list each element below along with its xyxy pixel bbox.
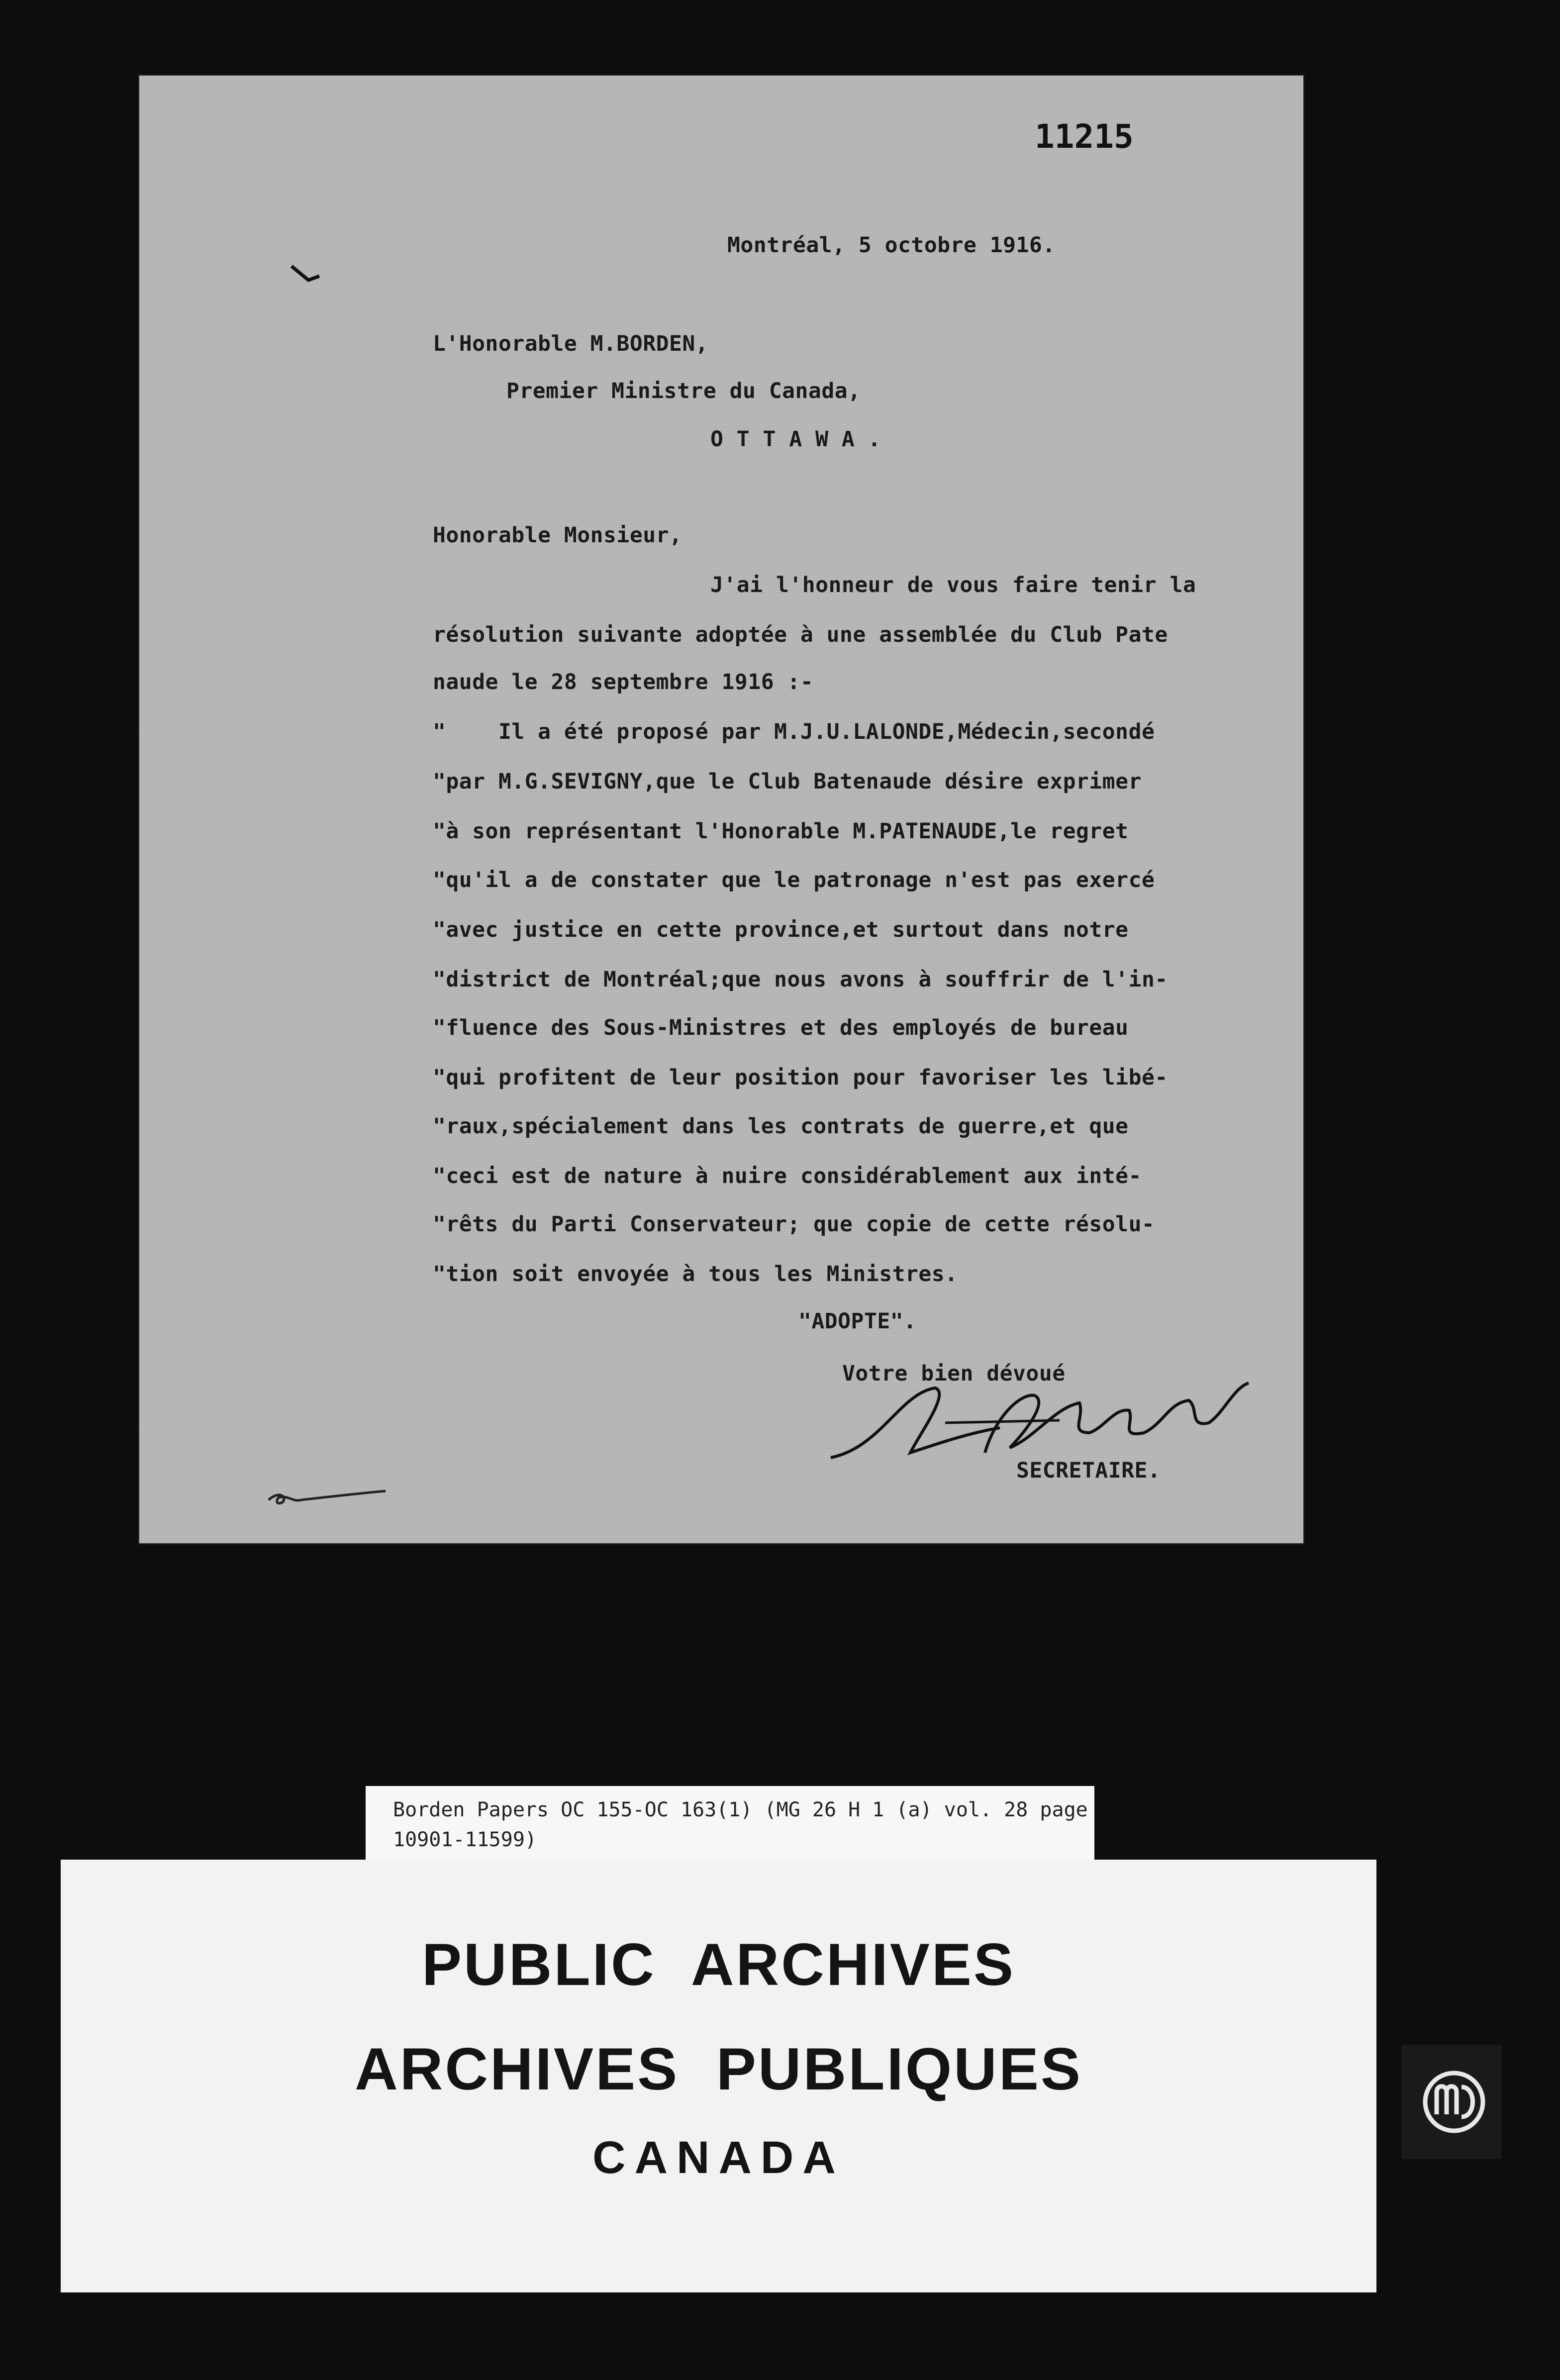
- date-line: Montréal, 5 octobre 1916.: [727, 233, 1056, 258]
- body-line: "rêts du Parti Conservateur; que copie de cette résolu-: [433, 1212, 1155, 1237]
- pencil-initials: [264, 1485, 393, 1510]
- body-line: "par M.G.SEVIGNY,que le Club Batenaude désire exprimer: [433, 769, 1142, 794]
- closing-line: Votre bien dévoué: [842, 1361, 1066, 1386]
- adopted-line: "ADOPTE".: [798, 1309, 917, 1334]
- body-line: résolution suivante adoptée à une assemblée du Club Pate: [433, 622, 1168, 647]
- archive-reference-line: Borden Papers OC 155-OC 163(1) (MG 26 H 1 (a) vol. 28 page: [393, 1798, 1088, 1821]
- body-line: "tion soit envoyée à tous les Ministres.: [433, 1262, 958, 1287]
- body-line: naude le 28 septembre 1916 :-: [433, 670, 814, 694]
- recipient-title: Premier Ministre du Canada,: [506, 379, 861, 403]
- body-line: "district de Montréal;que nous avons à souffrir de l'in-: [433, 967, 1168, 992]
- body-line: "qu'il a de constater que le patronage n'est pas exercé: [433, 868, 1155, 892]
- archive-reference-line: 10901-11599): [393, 1828, 537, 1851]
- body-line: J'ai l'honneur de vous faire tenir la: [710, 573, 1196, 597]
- handwritten-signature: [821, 1373, 1259, 1473]
- body-line: "qui profitent de leur position pour favoriser les libé-: [433, 1065, 1168, 1090]
- body-line: "à son représentant l'Honorable M.PATENAUDE,le regret: [433, 819, 1129, 844]
- body-line: "ceci est de nature à nuire considérablement aux inté-: [433, 1164, 1142, 1189]
- body-line: "avec justice en cette province,et surtout dans notre: [433, 917, 1129, 942]
- pen-tick-mark: [289, 261, 338, 291]
- document-number: 11215: [1035, 117, 1134, 156]
- archives-logo-icon: [1422, 2070, 1486, 2134]
- body-line: "raux,spécialement dans les contrats de guerre,et que: [433, 1114, 1129, 1139]
- body-line: "fluence des Sous-Ministres et des employés de bureau: [433, 1015, 1129, 1040]
- archives-country: CANADA: [592, 2132, 845, 2183]
- recipient-name: L'Honorable M.BORDEN,: [433, 331, 709, 356]
- salutation: Honorable Monsieur,: [433, 523, 682, 548]
- signer-title: SECRETAIRE.: [1016, 1458, 1161, 1483]
- archives-title-english: PUBLIC ARCHIVES: [422, 1931, 1015, 1998]
- body-line: " Il a été proposé par M.J.U.LALONDE,Médecin,secondé: [433, 719, 1155, 744]
- recipient-city: O T T A W A .: [710, 427, 881, 452]
- archives-title-french: ARCHIVES PUBLIQUES: [355, 2036, 1082, 2102]
- letter-page: [139, 76, 1303, 1543]
